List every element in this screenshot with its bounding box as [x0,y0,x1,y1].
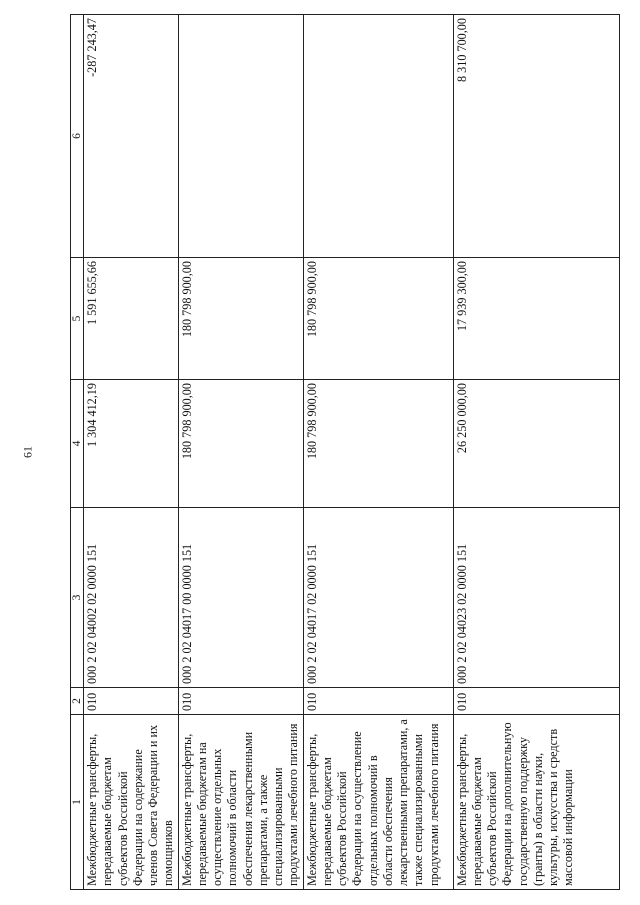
budget-table [70,14,620,890]
row-admin-code: 010 [84,688,179,715]
row-classification-code: 000 2 02 04002 02 0000 151 [84,508,179,688]
row-admin-code: 010 [178,688,303,715]
header-col-3: 3 [71,508,84,688]
row-col5-value: 180 798 900,00 [178,258,303,380]
row-classification-code: 000 2 02 04023 02 0000 151 [453,508,620,688]
row-name: Межбюджетные трансферты, передаваемые бюджетам субъектов Российской Федерации на осуществление отдельных полномочий в области обеспечения лекарственными препаратами, а также специализированными продуктами лечебного питания [303,715,453,890]
table-row [303,15,453,890]
row-name: Межбюджетные трансферты, передаваемые бюджетам субъектов Российской Федерации на содержание членов Совета Федерации и их помощников [84,715,179,890]
row-name: Межбюджетные трансферты, передаваемые бюджетам на осуществление отдельных полномочий в области обеспечения лекарственными препаратами, а также специализированными продуктами лечебного питания [178,715,303,890]
row-col6-value: 8 310 700,00 [453,15,620,258]
row-col6-value [178,15,303,258]
table-row [453,15,620,890]
rotated-table-wrapper [70,15,620,890]
row-classification-code: 000 2 02 04017 00 0000 151 [178,508,303,688]
row-col5-value: 180 798 900,00 [303,258,453,380]
row-col6-value: -287 243,47 [84,15,179,258]
header-col-6: 6 [71,15,84,258]
table-row [84,15,179,890]
table-row [178,15,303,890]
row-col4-value: 180 798 900,00 [303,380,453,508]
row-col4-value: 180 798 900,00 [178,380,303,508]
header-col-1: 1 [71,715,84,890]
header-col-4: 4 [71,380,84,508]
header-col-2: 2 [71,688,84,715]
table-header-row [71,15,84,890]
page-number: 61 [20,446,35,458]
row-col4-value: 1 304 412,19 [84,380,179,508]
row-admin-code: 010 [453,688,620,715]
row-col5-value: 17 939 300,00 [453,258,620,380]
row-classification-code: 000 2 02 04017 02 0000 151 [303,508,453,688]
row-col4-value: 26 250 000,00 [453,380,620,508]
row-admin-code: 010 [303,688,453,715]
header-col-5: 5 [71,258,84,380]
row-col5-value: 1 591 655,66 [84,258,179,380]
row-name: Межбюджетные трансферты, передаваемые бюджетам субъектов Российской Федерации на дополнительную государственную поддержку (гранты) в области науки, культуры, искусства и средств массовой информации [453,715,620,890]
row-col6-value [303,15,453,258]
